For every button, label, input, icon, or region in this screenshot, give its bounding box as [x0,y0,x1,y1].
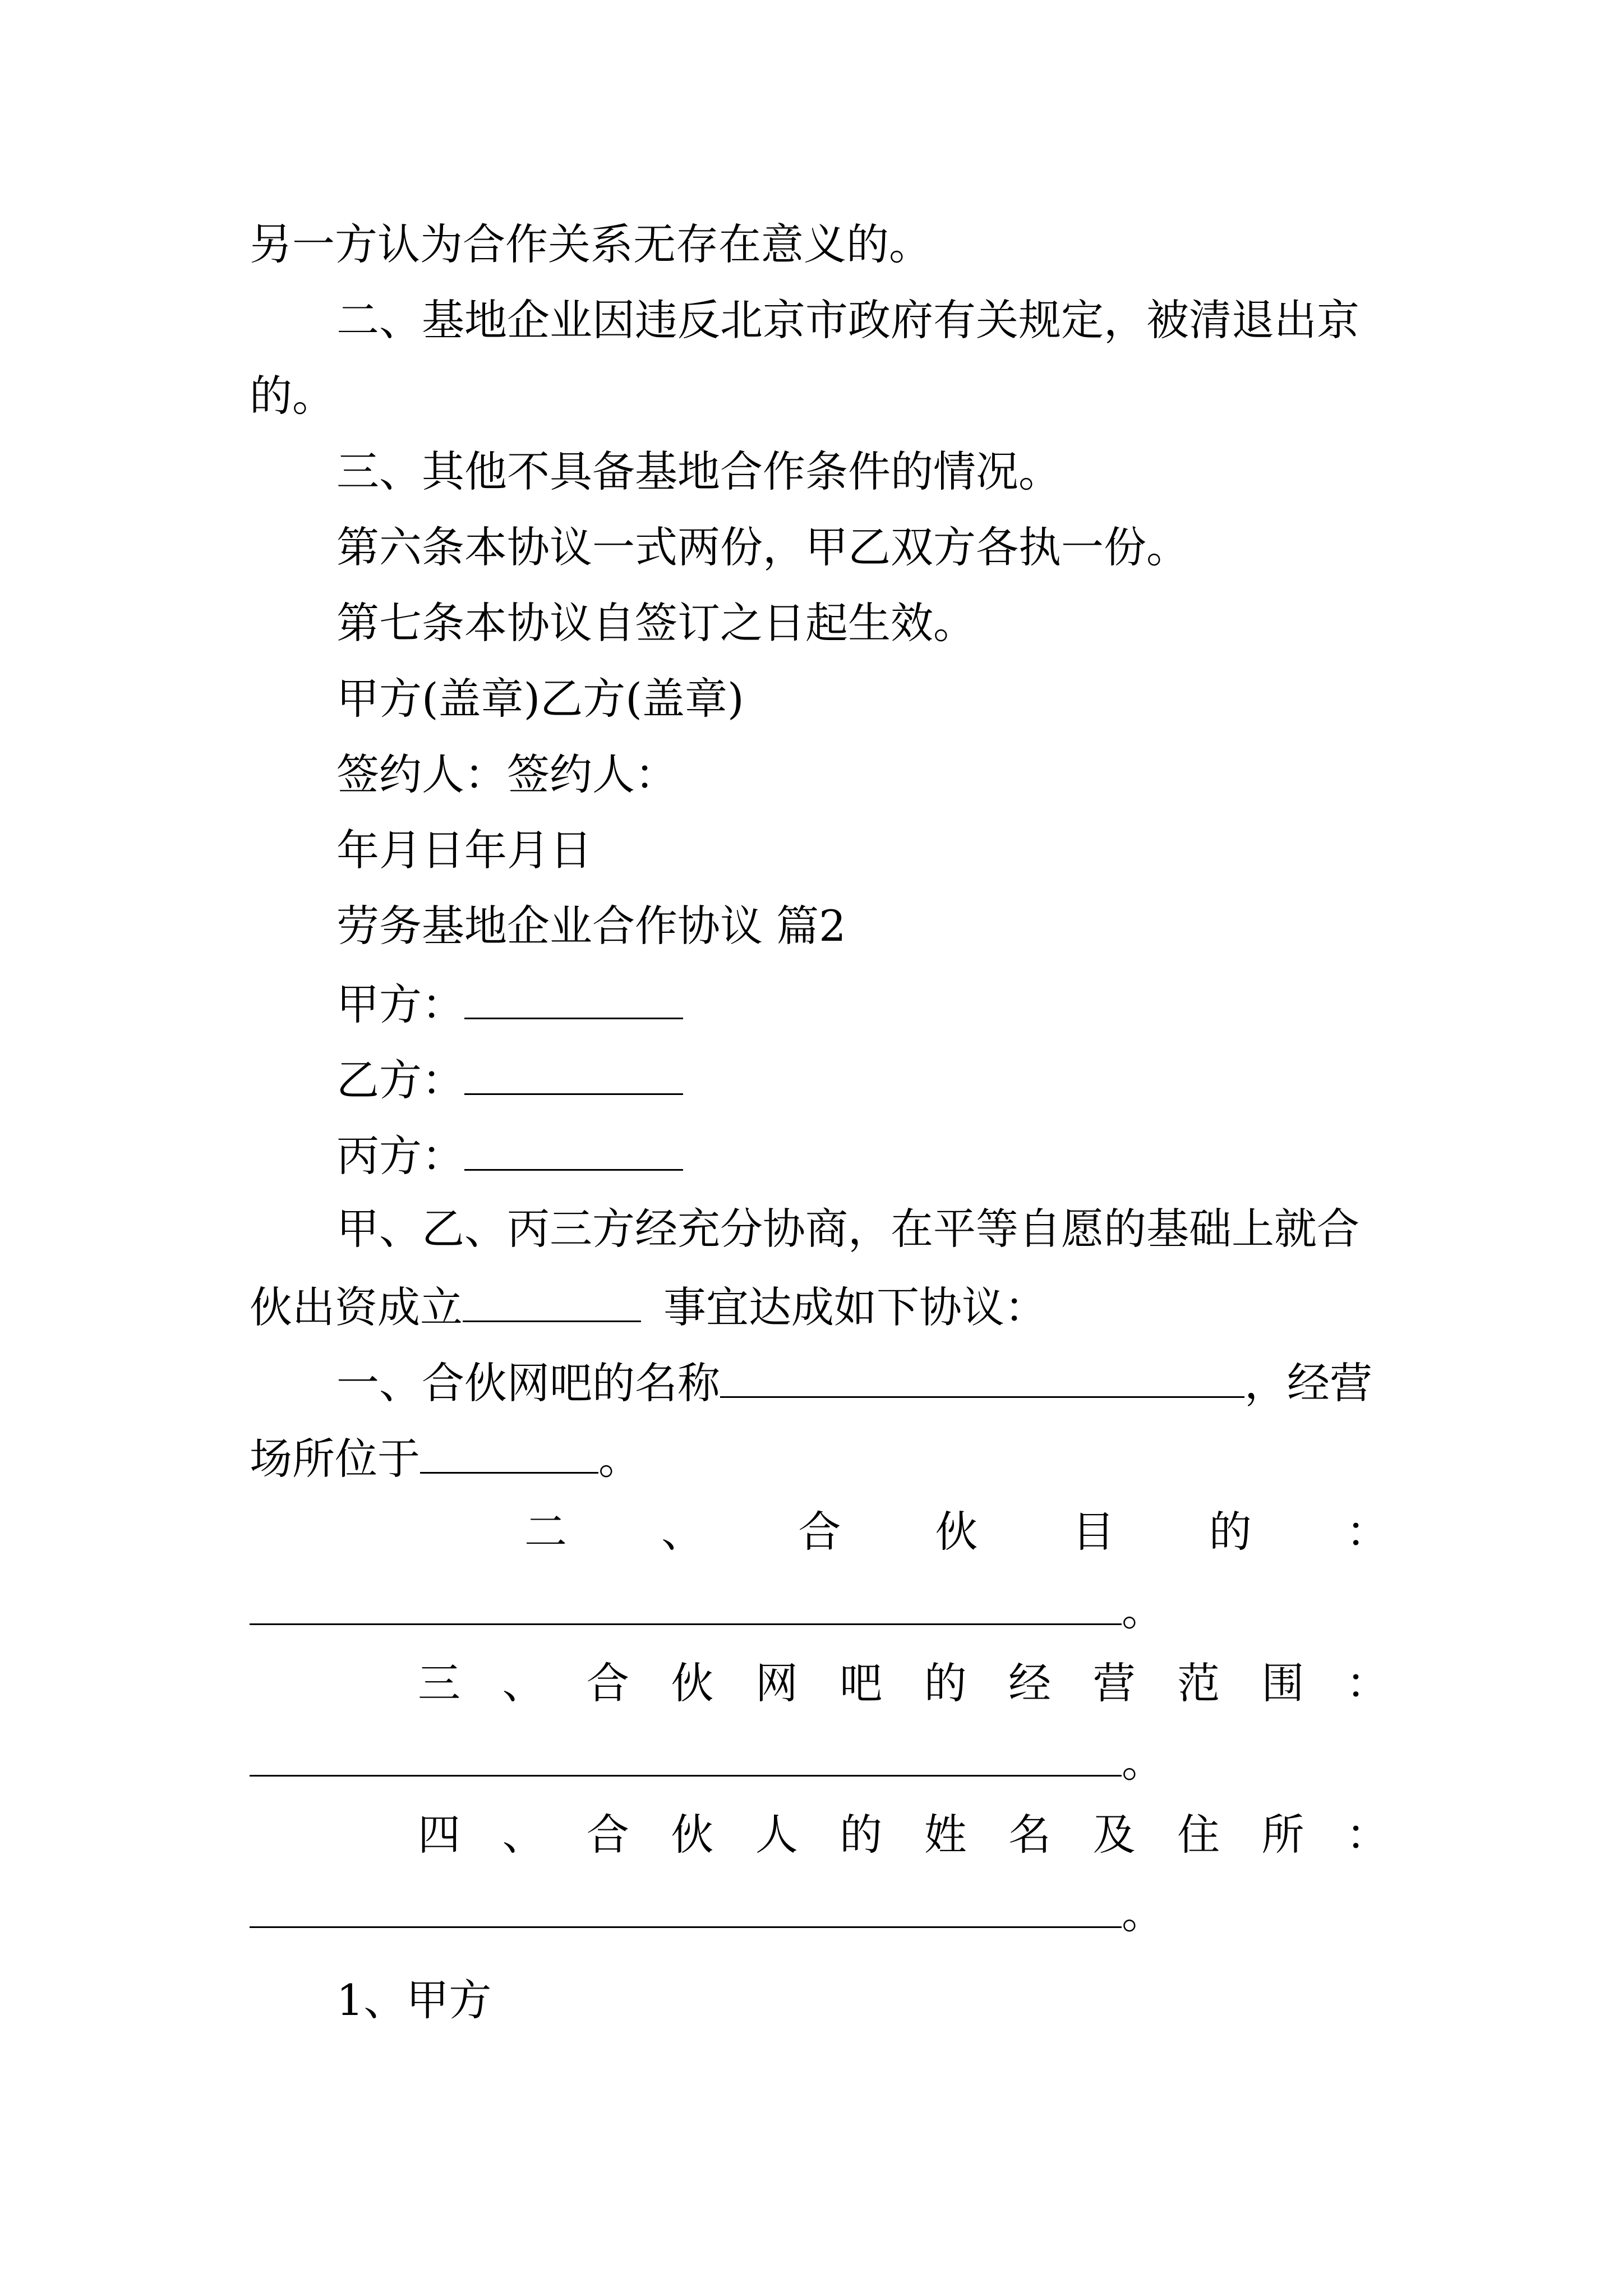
heading-char: 人 [755,1810,798,1860]
heading-char: 、 [502,1810,545,1860]
heading-char: 吧 [840,1658,883,1708]
blank-line [464,981,683,1019]
text: 。 [598,1434,641,1484]
paragraph-line: 的。 [250,371,335,421]
intro-line-2 [250,1282,1389,1332]
blank-line [720,1359,1244,1398]
heading-char: ： [1345,1810,1389,1860]
blank-line [250,1738,1122,1777]
item2-heading [524,1507,1389,1557]
item4-heading [418,1810,1389,1860]
sub-item: 1、甲方 [336,1975,492,2025]
paragraph-line: 甲方(盖章)乙方(盖章) [336,674,744,724]
heading-char: 及 [1092,1810,1136,1860]
heading-char: ： [1345,1658,1389,1708]
item1-line-2 [250,1434,1389,1484]
paragraph-line: 三、其他不具备基地合作条件的情况。 [336,447,1061,496]
text: 一、合伙网吧的名称 [336,1358,720,1408]
section-title: 劳务基地企业合作协议 篇2 [336,901,846,951]
paragraph-line: 签约人：签约人： [336,749,677,799]
party-c-label: 丙方： [336,1131,464,1181]
heading-char: 所 [1261,1810,1304,1860]
item4-blank-line [250,1888,1389,1938]
heading-char: ： [1345,1507,1389,1557]
paragraph-line: 第七条本协议自签订之日起生效。 [336,598,976,648]
heading-char: 二 [524,1507,567,1557]
period: 。 [1122,1737,1164,1787]
text: ，经营 [1244,1358,1372,1408]
heading-char: 的 [924,1658,967,1708]
item3-heading [418,1658,1389,1708]
paragraph-line: 另一方认为合作关系无存在意义的。 [250,219,932,269]
paragraph-line: 甲、乙、丙三方经充分协商，在平等自愿的基础上就合 [336,1204,1359,1254]
blank-line [464,1056,683,1095]
blank-line [250,1586,1122,1625]
heading-char: 、 [661,1507,704,1557]
heading-char: 经 [1008,1658,1052,1708]
heading-char: 四 [418,1810,460,1860]
heading-char: 姓 [924,1810,967,1860]
party-c-line [336,1131,1389,1181]
heading-char: 范 [1177,1658,1220,1708]
text: 事宜达成如下协议： [663,1282,1047,1332]
heading-char: 住 [1177,1810,1220,1860]
text: 伙出资成立 [250,1282,463,1332]
text: 场所位于 [250,1434,420,1484]
heading-char: 伙 [935,1507,978,1557]
heading-char: 合 [798,1507,841,1557]
period: 。 [1122,1585,1164,1635]
heading-char: 三 [418,1658,460,1708]
heading-char: 围 [1261,1658,1304,1708]
party-a-label: 甲方： [336,979,464,1029]
heading-char: 合 [586,1810,629,1860]
blank-line [463,1283,641,1322]
party-a-line [336,979,1389,1029]
heading-char: 的 [840,1810,883,1860]
heading-char: 、 [502,1658,545,1708]
blank-line [464,1132,683,1171]
blank-line [420,1435,598,1474]
heading-char: 伙 [671,1810,714,1860]
heading-char: 名 [1008,1810,1052,1860]
item1-line-1 [336,1358,1389,1408]
heading-char: 合 [586,1658,629,1708]
heading-char: 营 [1092,1658,1136,1708]
paragraph-line: 第六条本协议一式两份，甲乙双方各执一份。 [336,522,1189,572]
heading-char: 的 [1209,1507,1252,1557]
blank-line [250,1889,1122,1928]
heading-char: 目 [1072,1507,1115,1557]
paragraph-line: 二、基地企业因违反北京市政府有关规定，被清退出京 [336,295,1359,345]
party-b-line [336,1055,1389,1105]
heading-char: 伙 [671,1658,714,1708]
party-b-label: 乙方： [336,1055,464,1105]
period: 。 [1122,1888,1164,1938]
heading-char: 网 [755,1658,798,1708]
item3-blank-line [250,1737,1389,1787]
item2-blank-line [250,1585,1389,1635]
paragraph-line: 年月日年月日 [336,825,592,875]
